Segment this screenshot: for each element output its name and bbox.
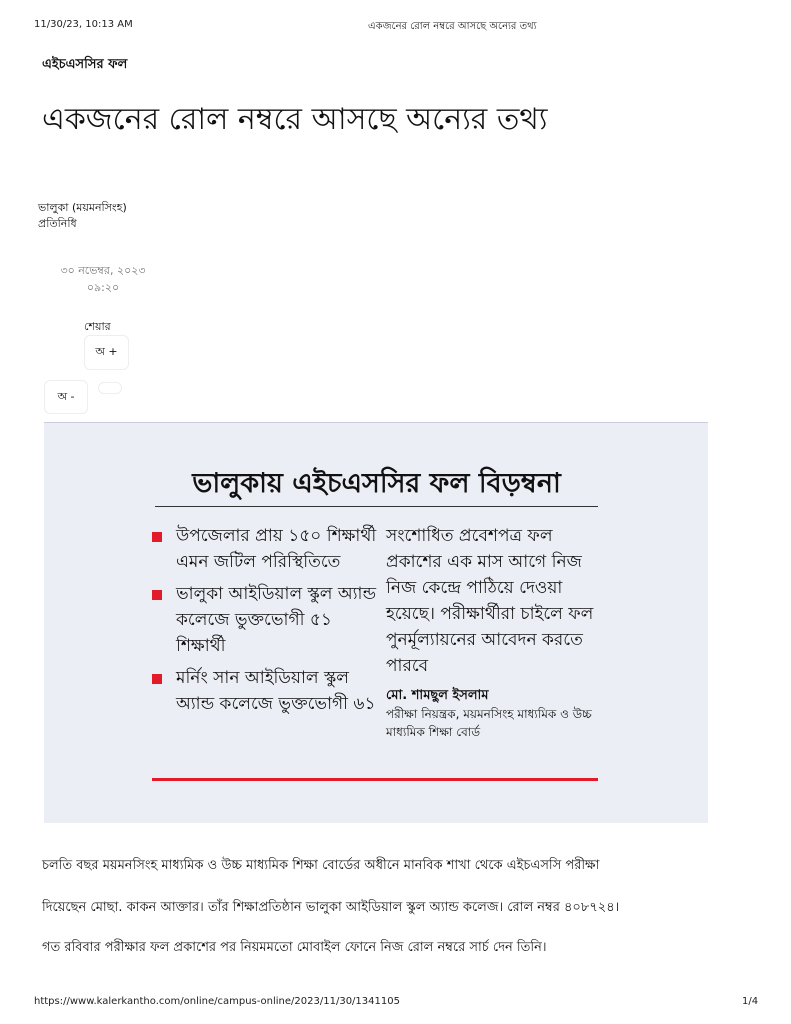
font-increase-button[interactable]: অ + [84,335,129,370]
red-square-icon [152,590,162,600]
time-text: ০৯:২০ [86,281,120,294]
bullet-item: উপজেলার প্রায় ১৫০ শিক্ষার্থী এমন জটিল পরিস্থিতিতে [152,523,377,575]
author-role: প্রতিনিধি [38,217,77,230]
red-divider [152,778,598,781]
author [38,200,127,232]
author-location: ভালুকা (ময়মনসিংহ) [38,201,127,214]
publish-date [58,262,148,296]
quote-block [386,523,596,741]
page-number: 1/4 [742,996,759,1007]
quote-name: মো. শামছুল ইসলাম [386,688,489,703]
title-underline [155,506,598,507]
section-label[interactable]: এইচএসসির ফল [42,57,128,72]
date-text: ৩০ নভেম্বর, ২০২৩ [60,264,146,277]
bullet-list [152,523,377,723]
font-decrease-button[interactable]: অ - [44,380,88,414]
font-reset-button[interactable] [98,382,122,394]
share-label[interactable]: শেয়ার [84,320,111,333]
quote-role: পরীক্ষা নিয়ন্ত্রক, ময়মনসিংহ মাধ্যমিক ও উচ্চ মাধ্যমিক শিক্ষা বোর্ড [386,707,592,739]
bullet-item: ভালুকা আইডিয়াল স্কুল অ্যান্ড কলেজে ভুক্তভোগী ৫১ শিক্ষার্থী [152,581,377,659]
article-title: একজনের রোল নম্বরে আসছে অন্যের তথ্য [42,102,548,137]
quote-text: সংশোধিত প্রবেশপত্র ফল প্রকাশের এক মাস আগে নিজ নিজ কেন্দ্রে পাঠিয়ে দেওয়া হয়েছে। পরীক্ষার্থীরা চাইলে ফল পুনর্মূল্যায়নের আবেদন করতে পারবে [386,526,594,676]
red-square-icon [152,674,162,684]
red-square-icon [152,532,162,542]
print-page-title: একজনের রোল নম্বরে আসছে অন্যের তথ্য [368,21,537,32]
infographic-title: ভালুকায় এইচএসসির ফল বিড়ম্বনা [192,468,561,499]
bullet-item: মর্নিং সান আইডিয়াল স্কুল অ্যান্ড কলেজে ভুক্তভোগী ৬১ [152,665,377,717]
print-url: https://www.kalerkantho.com/online/campus-online/2023/11/30/1341105 [34,996,400,1007]
infographic-image [44,422,708,823]
body-line: গত রবিবার পরীক্ষার ফল প্রকাশের পর নিয়মমতো মোবাইল ফোনে নিজ রোল নম্বরে সার্চ দেন তিনি। [42,940,547,955]
body-line: চলতি বছর ময়মনসিংহ মাধ্যমিক ও উচ্চ মাধ্যমিক শিক্ষা বোর্ডের অধীনে মানবিক শাখা থেকে এইচএসসি পরীক্ষা [42,858,600,873]
body-line: দিয়েছেন মোছা. কাকন আক্তার। তাঁর শিক্ষাপ্রতিষ্ঠান ভালুকা আইডিয়াল স্কুল অ্যান্ড কলেজ। রোল নম্বর ৪০৮৭২৪। [42,900,620,915]
print-datetime: 11/30/23, 10:13 AM [34,19,133,30]
